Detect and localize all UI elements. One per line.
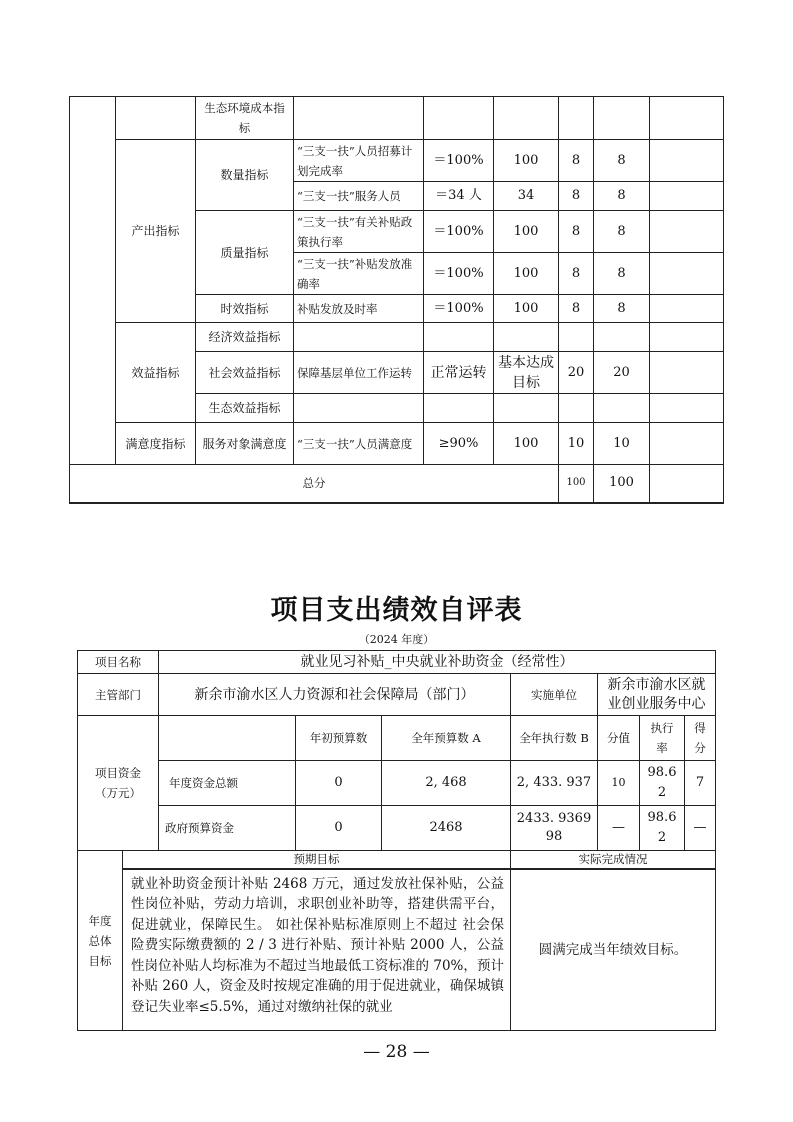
target-cell xyxy=(424,97,494,140)
level3-cell: 质量指标 xyxy=(196,211,294,295)
weight-cell: 20 xyxy=(559,352,594,394)
project-name-value: 就业见习补贴_中央就业补助资金（经常性） xyxy=(159,651,716,674)
score-cell: 8 xyxy=(594,295,650,323)
total-note xyxy=(650,465,724,503)
funds-cell: — xyxy=(598,806,640,851)
indicator-cell: “三支一扶”补贴发放准确率 xyxy=(294,253,424,295)
indicator-cell: “三支一扶”人员满意度 xyxy=(294,423,424,465)
actual-cell xyxy=(494,394,559,423)
department-row xyxy=(78,674,716,716)
funds-row-label: 年度资金总额 xyxy=(159,761,296,806)
funds-row xyxy=(78,806,716,851)
goal-label: 年度总体目标 xyxy=(78,851,123,1031)
actual-cell: 100 xyxy=(494,423,559,465)
actual-cell: 100 xyxy=(494,140,559,182)
indicator-cell: “三支一扶”有关补贴政策执行率 xyxy=(294,211,424,253)
table-row xyxy=(70,97,724,140)
note-cell xyxy=(650,140,724,182)
note-cell xyxy=(650,295,724,323)
performance-indicator-table xyxy=(69,96,724,504)
funds-row-label: 政府预算资金 xyxy=(159,806,296,851)
total-label: 总分 xyxy=(70,465,559,503)
note-cell xyxy=(650,352,724,394)
note-cell xyxy=(650,423,724,465)
funds-cell: 7 xyxy=(685,761,716,806)
level1-cell xyxy=(70,97,116,465)
dept-value: 新余市渝水区人力资源和社会保障局（部门） xyxy=(159,674,511,716)
target-cell: ＝34 人 xyxy=(424,182,494,211)
actual-cell: 34 xyxy=(494,182,559,211)
actual-label: 实际完成情况 xyxy=(511,851,716,869)
indicator-cell xyxy=(294,394,424,423)
project-name-label: 项目名称 xyxy=(78,651,159,674)
indicator-cell: “三支一扶”人员招募计划完成率 xyxy=(294,140,424,182)
goal-header-row xyxy=(78,851,716,869)
note-cell xyxy=(650,394,724,423)
level2-cell: 效益指标 xyxy=(116,323,196,423)
score-cell xyxy=(594,97,650,140)
page-title: 项目支出绩效自评表 xyxy=(270,595,523,626)
project-self-evaluation-table xyxy=(77,650,716,1031)
weight-cell xyxy=(559,394,594,423)
funds-cell: 2433. 936998 xyxy=(511,806,598,851)
note-cell xyxy=(650,211,724,253)
score-cell: 20 xyxy=(594,352,650,394)
impl-value: 新余市渝水区就业创业服务中心 xyxy=(598,674,716,716)
score-cell: 8 xyxy=(594,211,650,253)
funds-header-row xyxy=(78,716,716,761)
funds-cell: 2, 433. 937 xyxy=(511,761,598,806)
indicator-cell: 保障基层单位工作运转 xyxy=(294,352,424,394)
funds-header: 年初预算数 xyxy=(296,716,382,761)
indicator-cell: 补贴发放及时率 xyxy=(294,295,424,323)
actual-cell: 基本达成目标 xyxy=(494,352,559,394)
expected-label: 预期目标 xyxy=(123,851,511,869)
funds-header xyxy=(159,716,296,761)
funds-cell: 0 xyxy=(296,761,382,806)
actual-cell: 100 xyxy=(494,295,559,323)
funds-label: 项目资金（万元） xyxy=(78,716,159,851)
weight-cell: 8 xyxy=(559,295,594,323)
funds-cell: 98.62 xyxy=(640,761,685,806)
level2-cell: 产出指标 xyxy=(116,140,196,323)
total-row xyxy=(70,465,724,503)
funds-cell: — xyxy=(685,806,716,851)
funds-row xyxy=(78,761,716,806)
goal-content-row xyxy=(78,869,716,1031)
level2-cell: 满意度指标 xyxy=(116,423,196,465)
target-cell xyxy=(424,394,494,423)
funds-cell: 10 xyxy=(598,761,640,806)
page-number: — 28 — xyxy=(363,1042,430,1062)
note-cell xyxy=(650,97,724,140)
level3-cell: 服务对象满意度 xyxy=(196,423,294,465)
target-cell: ＝100% xyxy=(424,140,494,182)
funds-header: 分值 xyxy=(598,716,640,761)
target-cell: 正常运转 xyxy=(424,352,494,394)
expected-text: 就业补助资金预计补贴 2468 万元，通过发放社保补贴，公益性岗位补贴，劳动力培训，求职创业补助等，搭建供需平台，促进就业，保障民生。 如社保补贴标准原则上不超过 社会保险费实际缴费额的 2 / 3 进行补贴、预计补贴 2000 人，公益性岗位补贴人均标准为不超过当地最低工资标准的 70%，预计补贴 260 人，资金及时按规定准确的用于促进就业，确保城镇登记失业率≤5.5%，通过对缴纳社保的就业 xyxy=(123,869,511,1031)
table-row xyxy=(70,423,724,465)
weight-cell: 8 xyxy=(559,182,594,211)
note-cell xyxy=(650,182,724,211)
weight-cell xyxy=(559,323,594,352)
level2-cell xyxy=(116,97,196,140)
level3-cell: 生态效益指标 xyxy=(196,394,294,423)
level3-cell: 时效指标 xyxy=(196,295,294,323)
actual-text: 圆满完成当年绩效目标。 xyxy=(511,869,716,1031)
target-cell xyxy=(424,323,494,352)
funds-header: 全年执行数 B xyxy=(511,716,598,761)
weight-cell: 8 xyxy=(559,140,594,182)
indicator-cell xyxy=(294,323,424,352)
table-row xyxy=(70,140,724,182)
level3-cell: 生态环境成本指标 xyxy=(196,97,294,140)
target-cell: ＝100% xyxy=(424,295,494,323)
weight-cell: 8 xyxy=(559,253,594,295)
weight-cell: 10 xyxy=(559,423,594,465)
note-cell xyxy=(650,323,724,352)
project-name-row xyxy=(78,651,716,674)
score-cell: 10 xyxy=(594,423,650,465)
actual-cell: 100 xyxy=(494,253,559,295)
table-row xyxy=(70,323,724,352)
actual-cell xyxy=(494,323,559,352)
level3-cell: 社会效益指标 xyxy=(196,352,294,394)
level3-cell: 经济效益指标 xyxy=(196,323,294,352)
funds-cell: 2, 468 xyxy=(382,761,511,806)
target-cell: ＝100% xyxy=(424,253,494,295)
dept-label: 主管部门 xyxy=(78,674,159,716)
score-cell: 8 xyxy=(594,182,650,211)
score-cell: 8 xyxy=(594,140,650,182)
funds-header: 得分 xyxy=(685,716,716,761)
funds-cell: 0 xyxy=(296,806,382,851)
funds-cell: 98.62 xyxy=(640,806,685,851)
actual-cell xyxy=(494,97,559,140)
actual-cell: 100 xyxy=(494,211,559,253)
indicator-cell xyxy=(294,97,424,140)
total-score: 100 xyxy=(594,465,650,503)
funds-header: 全年预算数 A xyxy=(382,716,511,761)
level3-cell: 数量指标 xyxy=(196,140,294,211)
target-cell: ≥90% xyxy=(424,423,494,465)
indicator-cell: “三支一扶”服务人员 xyxy=(294,182,424,211)
total-weight: 100 xyxy=(559,465,594,503)
weight-cell: 8 xyxy=(559,211,594,253)
impl-label: 实施单位 xyxy=(511,674,598,716)
funds-header: 执行率 xyxy=(640,716,685,761)
year-subtitle: （2024 年度） xyxy=(358,633,435,646)
weight-cell xyxy=(559,97,594,140)
score-cell: 8 xyxy=(594,253,650,295)
score-cell xyxy=(594,394,650,423)
note-cell xyxy=(650,253,724,295)
target-cell: ＝100% xyxy=(424,211,494,253)
funds-cell: 2468 xyxy=(382,806,511,851)
score-cell xyxy=(594,323,650,352)
